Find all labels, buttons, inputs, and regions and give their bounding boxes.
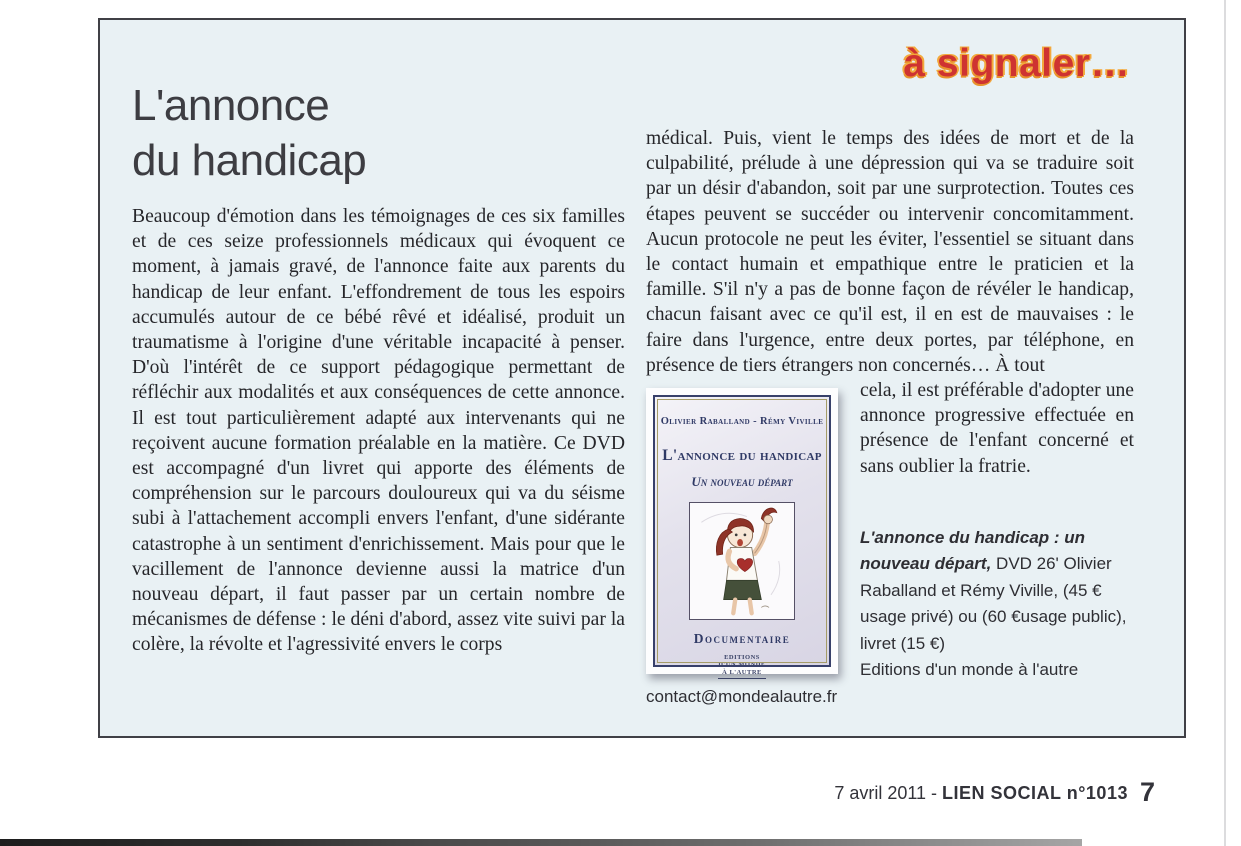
dvd-genre-label: Documentaire	[693, 630, 791, 646]
dvd-cover-photo	[646, 388, 838, 674]
right-column-paragraph-2: cela, il est préférable d'adopter une annonce progressive effectuée en présence de l'enfant concerné et sans oublier la fratrie.	[860, 380, 1134, 477]
caption-publisher: Editions d'un monde à l'autre	[860, 660, 1079, 680]
article-column-right	[646, 126, 1134, 710]
article-title-line2: du handicap	[132, 136, 367, 185]
dvd-subtitle: Un nouveau départ	[691, 474, 793, 490]
dvd-illustration-frame	[689, 502, 795, 620]
girl-illustration-icon	[693, 503, 791, 619]
dvd-cover	[653, 395, 831, 676]
footer-journal-name: LIEN SOCIAL n°1013	[942, 783, 1128, 803]
caption-title: L'annonce du handicap : un nouveau départ,	[860, 527, 1086, 574]
footer-date: 7 avril 2011 -	[834, 783, 943, 803]
right-column-paragraph-1: médical. Puis, vient le temps des idées de mort et de la culpabilité, prélude à une dépression qui va se traduire soit par un désir d'abandon, soit par une surprotection. Toutes ces étapes peuvent se succéder ou intervenir concomitamment. Aucun protocole ne peut les éviter, l'essentiel se situant dans le contact humain et empathique entre le praticien et la famille. S'il n'y a pas de bonne façon de révéler le handicap, chacun faisant avec ce qu'il est, il en est de mauvaises : le faire dans l'urgence, entre deux portes, par téléphone, en présence de tiers étrangers non concernés… À tout	[646, 128, 1134, 376]
article-title	[132, 78, 366, 188]
article-title-line1: L'annonce	[132, 81, 330, 130]
footer-page-number: 7	[1139, 777, 1155, 807]
dvd-publisher-logo	[718, 654, 765, 680]
dvd-authors: Olivier Raballand - Rémy Viville	[660, 416, 824, 428]
scan-edge-line	[1224, 0, 1226, 846]
caption-details: DVD 26' Olivier Raballand et Rémy Viville, (45 € usage privé) ou (60 €usage public), livret (15 €)	[860, 554, 1127, 653]
page-footer	[834, 775, 1155, 806]
dvd-publisher-line3: À L'AUTRE	[722, 668, 762, 676]
article-column-left: Beaucoup d'émotion dans les témoignages de ces six familles et de ces seize professionnels médicaux qui évoquent ce moment, à jamais gravé, de l'annonce faite aux parents du handicap de leur enfant. L'effondrement de tous les espoirs accumulés autour de ce bébé rêvé et idéalisé, produit un traumatisme à l'origine d'une véritable incapacité à penser. D'où l'intérêt de ce support pédagogique permettant de réfléchir aux modalités et aux conséquences de cette annonce. Il est tout particulièrement adapté aux intervenants qui ne reçoivent aucune formation préalable en la matière. Ce DVD est accompagné d'un livret qui apporte des éléments de compréhension sur le parcours douloureux qui va du séisme subi à l'attachement accompli envers l'enfant, d'une sidérante catastrophe à un sentiment d'enrichissement. Mais pour que le vacillement de l'annonce devienne aussi la matrice d'un nouveau départ, il faut passer par un certain nombre de mécanismes de défense : le déni d'abord, assez vite suivi par la colère, la révolte et l'agressivité envers le corps	[132, 206, 625, 656]
section-label: à signaler…	[903, 42, 1130, 85]
dvd-publisher-line2: D'UN MONDE	[718, 661, 766, 669]
caption-email: contact@mondealautre.fr	[646, 686, 838, 706]
scan-artifact-bar	[0, 839, 1082, 846]
article-box	[98, 18, 1186, 738]
dvd-title: L'annonce du handicap	[662, 447, 822, 465]
dvd-publisher-line1: EDITIONS	[724, 653, 760, 661]
